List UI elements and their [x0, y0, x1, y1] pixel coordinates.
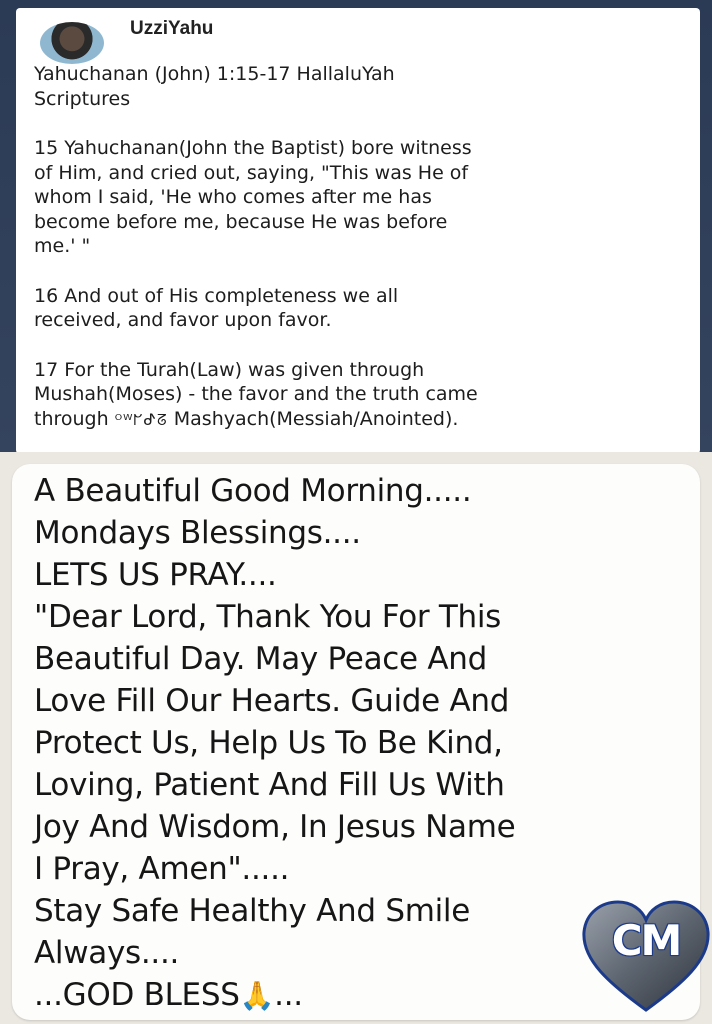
cm-heart-badge [580, 898, 712, 1014]
verse-17-line-start: through [34, 407, 109, 430]
paleo-hebrew-name: ᴼᵂᖸᕷᘔ [114, 410, 168, 429]
verse-17-line: 17 For the Turah(Law) was given through [34, 358, 425, 381]
message-line: Beautiful Day. May Peace And [34, 641, 487, 677]
verse-16-line: received, and favor upon favor. [34, 309, 332, 331]
message-line: A Beautiful Good Morning..... [34, 473, 472, 509]
message-line: Protect Us, Help Us To Be Kind, [34, 725, 503, 761]
message-line: Love Fill Our Hearts. Guide And [34, 683, 510, 719]
verse-15-line: whom I said, 'He who comes after me has [34, 186, 432, 208]
message-line: "Dear Lord, Thank You For This [34, 599, 502, 635]
message-line: I Pray, Amen"..... [34, 851, 290, 887]
message-line: Loving, Patient And Fill Us With [34, 767, 505, 803]
message-line: Mondays Blessings.... [34, 515, 361, 551]
verse-15-line: 15 Yahuchanan(John the Baptist) bore witness [34, 137, 472, 159]
message-line: LETS US PRAY.... [34, 557, 277, 593]
verse-16 [34, 284, 674, 333]
ellipsis-text: ... [274, 977, 303, 1013]
verse-16-line: 16 And out of His completeness we all [34, 284, 399, 307]
message-line: Stay Safe Healthy And Smile [34, 893, 470, 929]
message-last-line [34, 974, 674, 1017]
verse-15-line: me.' " [34, 235, 91, 257]
greeting-message [34, 470, 674, 1017]
message-line: Always.... [34, 935, 180, 971]
username[interactable]: UzziYahu [130, 18, 214, 39]
post-body [34, 62, 674, 457]
verse-15 [34, 136, 674, 259]
reference-line-2: Scriptures [34, 87, 131, 110]
verse-15-line: become before me, because He was before [34, 210, 448, 233]
verse-17-line-end: Mashyach(Messiah/Anointed). [173, 407, 459, 430]
message-line: Joy And Wisdom, In Jesus Name [34, 809, 516, 845]
praying-hands-icon: 🙏 [239, 979, 275, 1012]
god-bless-text: ...GOD BLESS [34, 977, 240, 1013]
verse-17-line: Mushah(Moses) - the favor and the truth came [34, 383, 478, 405]
badge-text: CM [611, 916, 681, 965]
reference-line-1: Yahuchanan (John) 1:15-17 HallaluYah [34, 63, 395, 85]
verse-17 [34, 358, 674, 433]
avatar[interactable] [40, 22, 104, 64]
scripture-reference [34, 62, 674, 111]
verse-15-line: of Him, and cried out, saying, "This was He of [34, 161, 469, 184]
